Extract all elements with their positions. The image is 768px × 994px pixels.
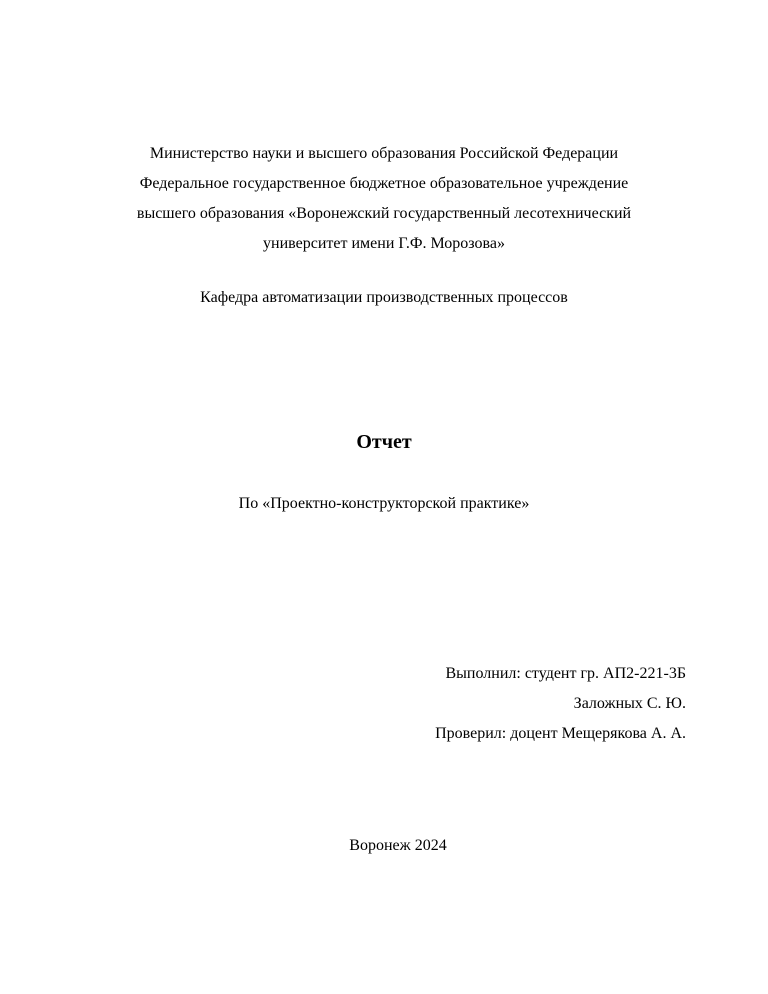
- department-line: Кафедра автоматизации производственных процессов: [200, 289, 568, 306]
- ministry-line: Министерство науки и высшего образования Российской Федерации: [149, 145, 619, 162]
- institution-name-line: высшего образования «Воронежский государственный лесотехнический: [136, 205, 632, 222]
- checked-by-line: Проверил: доцент Мещерякова А. А.: [435, 725, 686, 742]
- document-title: Отчет: [356, 431, 412, 453]
- document-subject: По «Проектно-конструкторской практике»: [238, 495, 530, 512]
- institution-name-continued-line: университет имени Г.Ф. Морозова»: [263, 235, 505, 252]
- city-year-line: Воронеж 2024: [349, 837, 447, 854]
- student-name-line: Заложных С. Ю.: [573, 695, 686, 712]
- institution-type-line: Федеральное государственное бюджетное образовательное учреждение: [139, 175, 629, 192]
- performed-by-line: Выполнил: студент гр. АП2-221-3Б: [445, 665, 686, 682]
